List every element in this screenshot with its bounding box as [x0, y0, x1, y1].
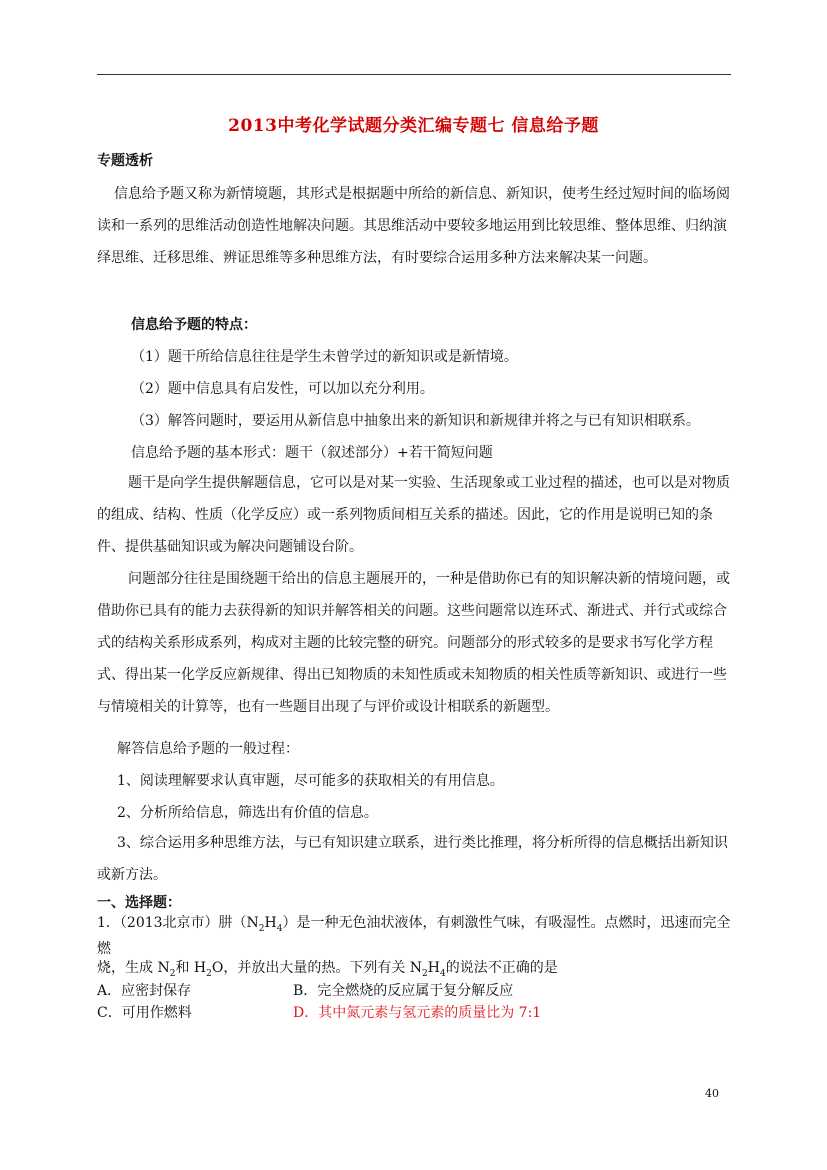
- section-heading-overview: 专题透析: [97, 153, 153, 169]
- feature-item: （2）题中信息具有启发性，可以加以充分利用。: [131, 381, 434, 397]
- process-step: 3、综合运用多种思维方法，与已有知识建立联系，进行类比推理，将分析所得的信息概括出新知识或新方法。: [97, 835, 728, 883]
- feature-item: （3）解答问题时，要运用从新信息中抽象出来的新知识和新规律并将之与已有知识相联系。: [131, 413, 700, 429]
- stem-paragraph: 题干是向学生提供解题信息，它可以是对某一实验、生活现象或工业过程的描述，也可以是对物质的组成、结构、性质（化学反应）或一系列物质间相互关系的描述。因此，它的作用是说明已知的条件、提供基础知识或为解决问题铺设台阶。: [97, 475, 730, 555]
- question-1-stem-cont: 烧，生成 $N_2$和 $H_2O$，并放出大量的热。下列有关 $N_2H_4$的说法不正确的是: [97, 960, 558, 979]
- question-1-stem: 1．（2013北京市）肼$(N_2H_4)$是一种无色油状液体，有刺激性气味，有吸湿性。点燃时，迅速而完全燃: [97, 915, 731, 957]
- question-paragraph: 问题部分往往是围绕题干给出的信息主题展开的，一种是借助你已有的知识解决新的情境问题，或借助你已具有的能力去获得新的知识并解答相关的问题。这些问题常以连环式、渐进式、并行式或综合式的结构关系形成系列，构成对主题的比较完整的研究。问题部分的形式较多的是要求书写化学方程式、得出某一化学反应新规律、得出已知物质的未知性质或未知物质的相关性质等新知识、或进行一些与情境相关的计算等，也有一些题目出现了与评价或设计相联系的新题型。: [97, 571, 730, 715]
- intro-paragraph: 信息给予题又称为新情境题，其形式是根据题中所给的新信息、新知识，使考生经过短时间的临场阅读和一系列的思维活动创造性地解决问题。其思维活动中要较多地运用到比较思维、整体思维、归纳演绎思维、迁移思维、辨证思维等多种思维方法，有时要综合运用多种方法来解决某一问题。: [97, 186, 730, 266]
- process-step: 2、分析所给信息，筛选出有价值的信息。: [117, 805, 378, 821]
- option-d-answer: D．其中氮元素与氢元素的质量比为 7:1: [293, 1005, 542, 1021]
- header-rule: [97, 74, 731, 75]
- feature-item: （1）题干所给信息往往是学生未曾学过的新知识或是新情境。: [131, 349, 518, 365]
- option-a: A．应密封保存: [97, 983, 192, 999]
- features-heading: 信息给予题的特点：: [131, 317, 257, 333]
- option-c: C．可用作燃料: [97, 1005, 192, 1021]
- basic-form-text: 信息给予题的基本形式：题干（叙述部分）+若干简短问题: [131, 445, 493, 461]
- option-b: B．完全燃烧的反应属于复分解反应: [293, 983, 514, 999]
- process-step: 1、阅读理解要求认真审题，尽可能多的获取相关的有用信息。: [117, 773, 504, 789]
- section-heading-choice: 一、选择题：: [97, 895, 181, 911]
- process-heading: 解答信息给予题的一般过程：: [117, 741, 299, 757]
- page-number: 40: [705, 1087, 719, 1100]
- page-title: 2013中考化学试题分类汇编专题七 信息给予题: [228, 116, 599, 136]
